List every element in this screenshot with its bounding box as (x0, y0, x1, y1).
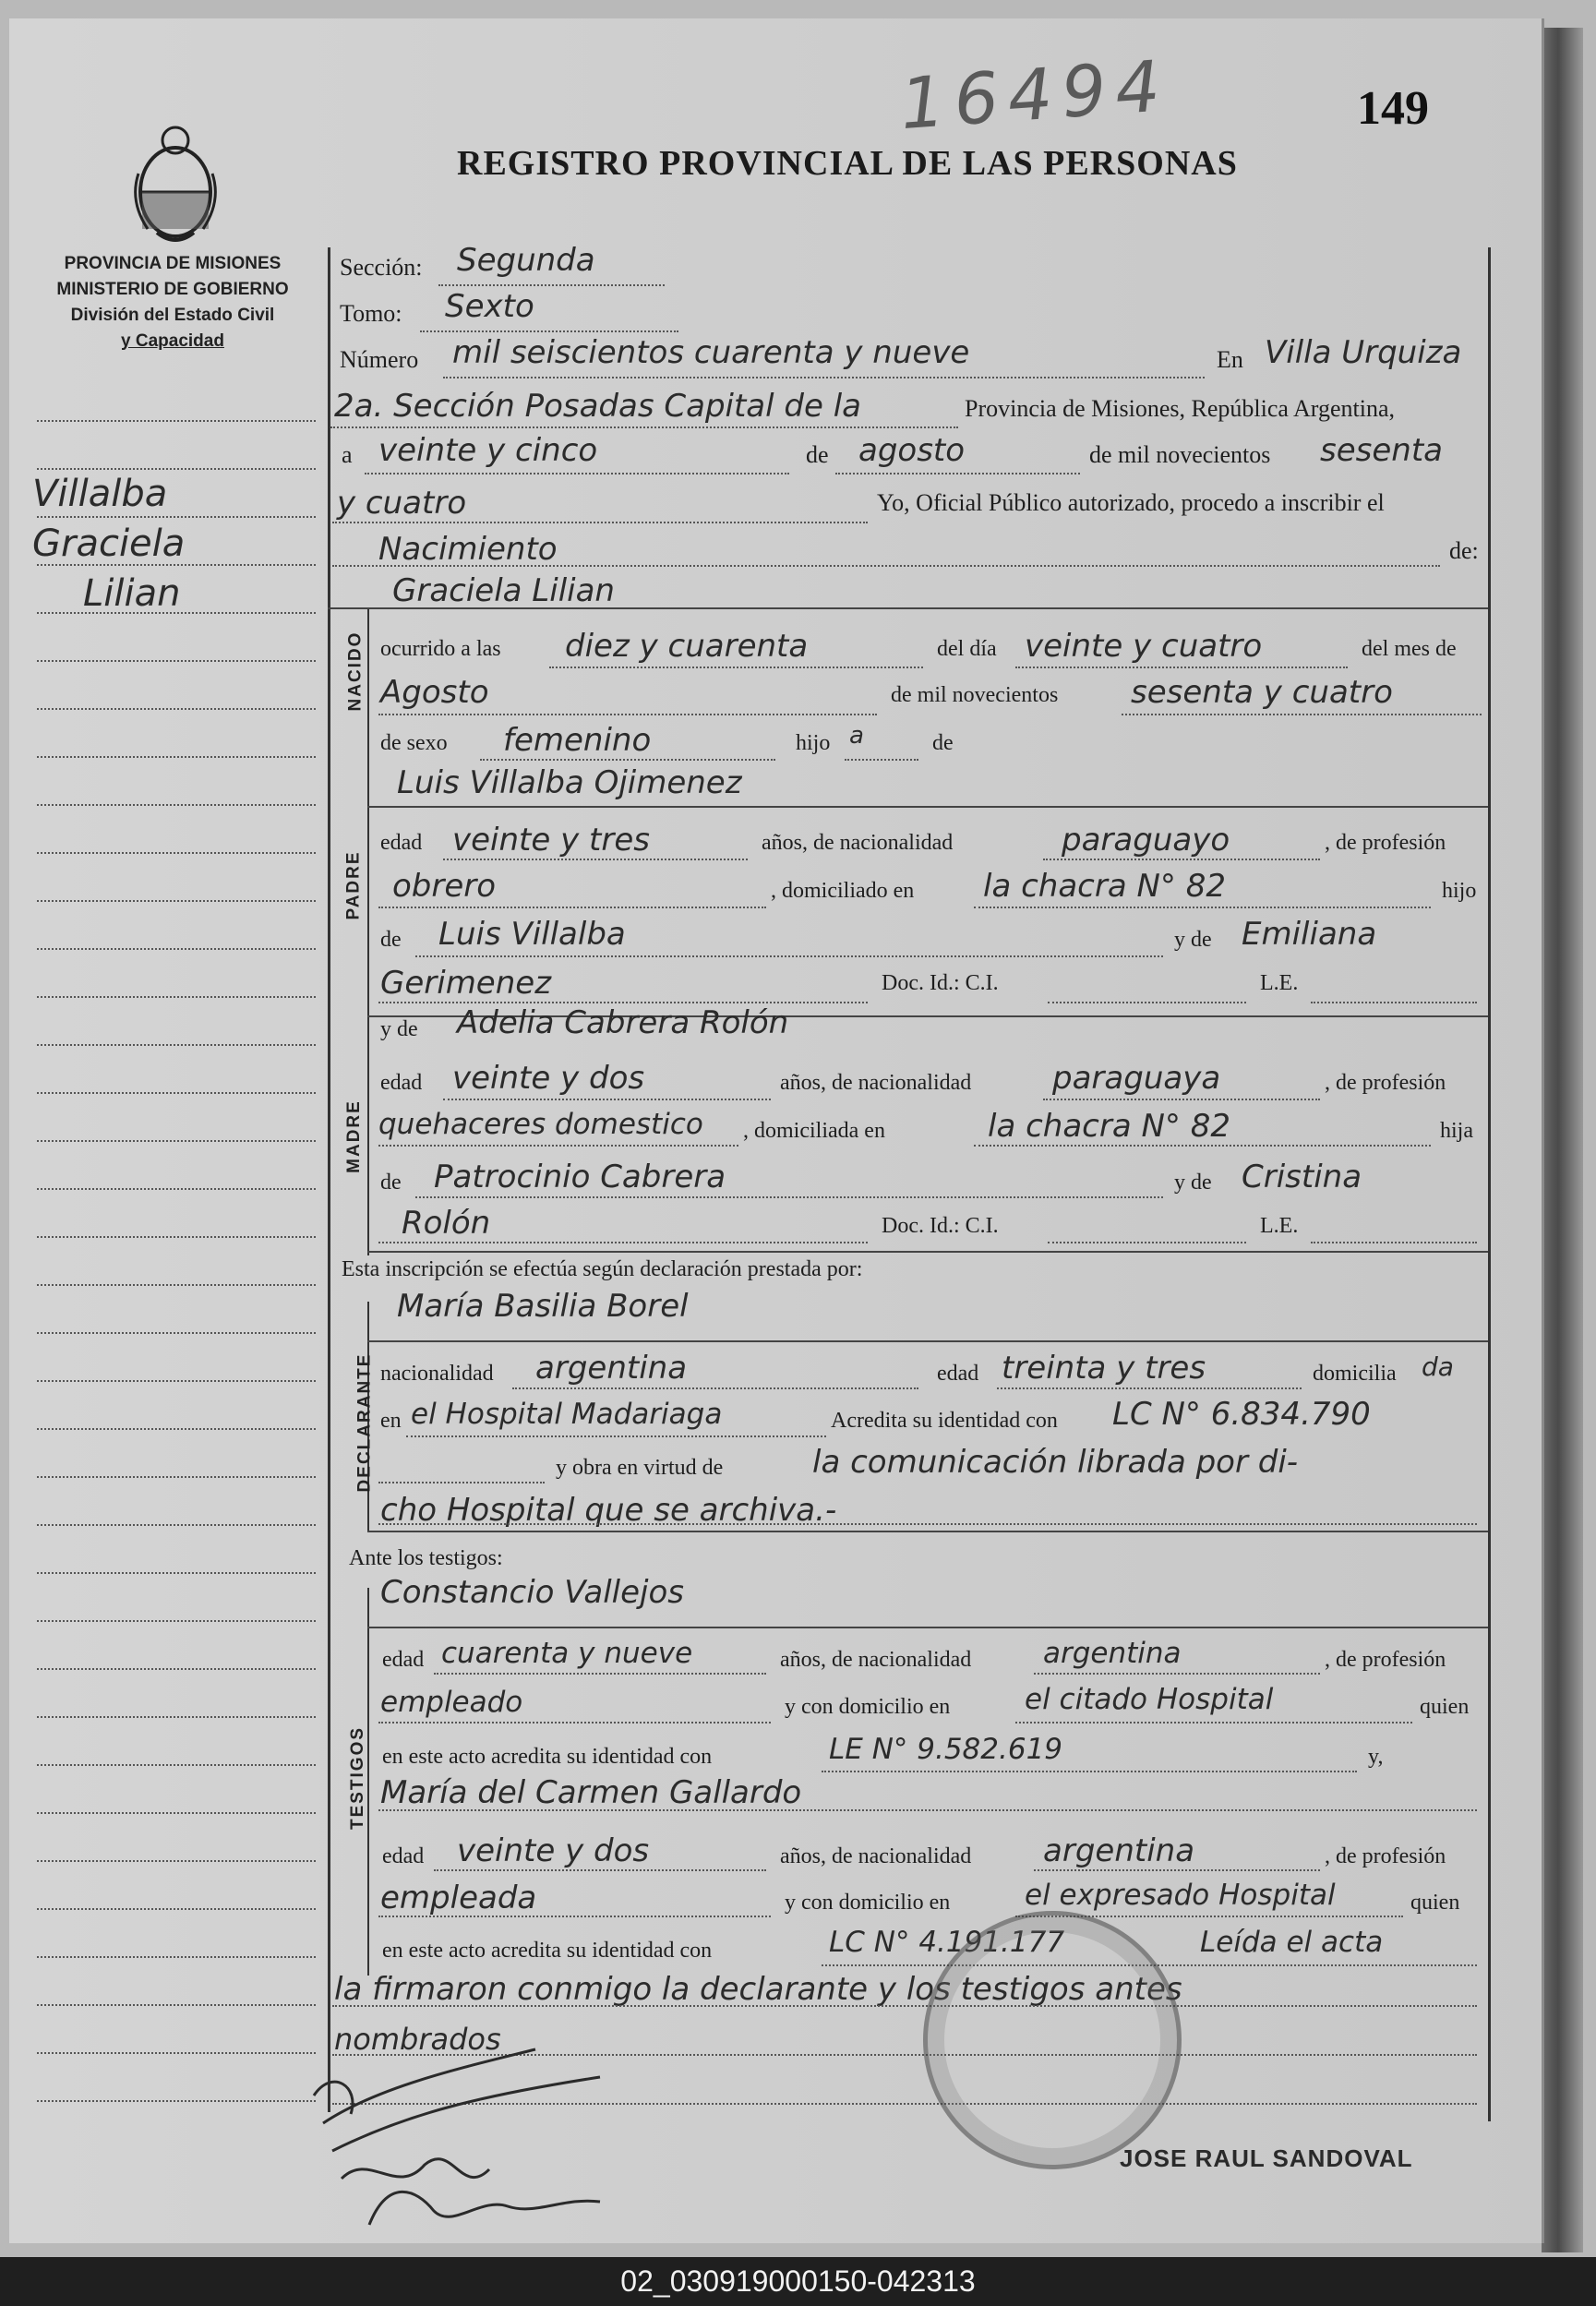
madre-dom-value: la chacra N° 82 (988, 1108, 1230, 1145)
day-value: veinte y cinco (378, 432, 598, 469)
left-rule (37, 1380, 316, 1382)
left-rule (37, 1764, 316, 1766)
left-rule (37, 1428, 316, 1430)
closing-line-1: la firmaron conmigo la declarante y los testigos antes (334, 1971, 1182, 2008)
padre-nac-value: paraguayo (1062, 822, 1230, 859)
margin-name-1: Graciela (32, 522, 186, 565)
rule (378, 1482, 545, 1483)
rule (835, 473, 1080, 474)
tomo-label: Tomo: (340, 300, 402, 327)
del-dia-label: del día (937, 637, 997, 661)
left-rule (37, 1476, 316, 1478)
rule (845, 759, 918, 761)
hijo-suffix: a (849, 722, 864, 750)
declarante-edad-label: edad (937, 1362, 979, 1386)
rule (378, 1145, 738, 1147)
left-rule (37, 996, 316, 998)
rule (438, 284, 665, 286)
left-rule (37, 1140, 316, 1142)
madre-hija-label: hija (1440, 1119, 1473, 1143)
rule (434, 1673, 766, 1675)
testigo-1-nac-value: argentina (1043, 1637, 1182, 1670)
rule (1043, 859, 1320, 860)
rule (420, 330, 678, 332)
en-value: Villa Urquiza (1265, 334, 1462, 371)
left-rule (37, 1860, 316, 1862)
image-id-footer: 02_030919000150-042313 (620, 2264, 976, 2298)
anio-label: de mil novecientos (891, 683, 1059, 707)
padre-father-value: Luis Villalba (438, 916, 626, 953)
testigos-intro: Ante los testigos: (349, 1546, 503, 1570)
declarante-en-value: el Hospital Madariaga (411, 1398, 723, 1431)
page-title: REGISTRO PROVINCIAL DE LAS PERSONAS (457, 144, 1238, 183)
left-rule (37, 852, 316, 854)
a-label: a (342, 441, 353, 468)
rule (365, 473, 789, 474)
rule (549, 667, 923, 668)
nacido-name-value: Graciela Lilian (392, 572, 615, 609)
testigo-2-edad-value: veinte y dos (457, 1832, 650, 1869)
declarante-doc-value: LC N° 6.834.790 (1112, 1396, 1371, 1433)
testigo-2-dom-value: el expresado Hospital (1025, 1879, 1336, 1912)
rule (1048, 1002, 1246, 1003)
declarante-obra-label: y obra en virtud de (556, 1456, 724, 1480)
rule (332, 565, 1440, 567)
testigo-2-dom-label: y con domicilio en (785, 1891, 951, 1915)
ocurrido-label: ocurrido a las (380, 637, 501, 661)
testigo-2-doc-value: LC N° 4.191.177 (829, 1926, 1065, 1959)
coat-of-arms-icon (129, 118, 222, 247)
declarante-domicilia-suffix: da (1422, 1351, 1454, 1382)
rule (443, 1099, 771, 1100)
declarante-obra-value: la comunicación librada por di- (812, 1444, 1299, 1481)
officer-text: Yo, Oficial Público autorizado, procedo a inscribir el (877, 489, 1385, 516)
padre-dom-value: la chacra N° 82 (983, 868, 1226, 905)
left-rule (37, 2004, 316, 2006)
padre-doc-label: Doc. Id.: C.I. (882, 971, 999, 995)
rule (332, 522, 868, 523)
left-rule (37, 468, 316, 470)
madre-name-value: Adelia Cabrera Rolón (457, 1004, 789, 1041)
rule (378, 1809, 1477, 1811)
left-rule (37, 1956, 316, 1958)
divider-padre (367, 806, 1488, 808)
numero-label: Número (340, 346, 419, 373)
madre-father-value: Patrocinio Cabrera (434, 1159, 726, 1195)
left-rule (37, 1092, 316, 1094)
padre-name-value: Luis Villalba Ojimenez (397, 764, 742, 801)
left-rule (37, 1524, 316, 1526)
left-rule (37, 1572, 316, 1574)
madre-y-de2-label: y de (1174, 1171, 1212, 1195)
padre-y-de-label: y de (1174, 928, 1212, 952)
left-rule (37, 1668, 316, 1670)
testigo-1-prof-value: empleado (380, 1686, 523, 1719)
left-rule (37, 1908, 316, 1910)
testigo-1-y-label: y, (1368, 1745, 1384, 1769)
division-label: División del Estado Civil (70, 306, 275, 325)
rule (1034, 1673, 1320, 1675)
dia-value: veinte y cuatro (1025, 628, 1263, 665)
rule (378, 1916, 771, 1917)
madre-prof-value: quehaceres domestico (378, 1108, 703, 1141)
capacity-label: y Capacidad (121, 331, 224, 351)
registry-number-handwritten: 16494 (897, 43, 1172, 146)
divider-madre-end (367, 1251, 1488, 1253)
testigo-2-nac-label: años, de nacionalidad (780, 1844, 972, 1868)
madre-prof-label: , de profesión (1325, 1071, 1446, 1095)
testigo-2-edad-label: edad (382, 1844, 425, 1868)
madre-nac-value: paraguaya (1052, 1060, 1221, 1097)
declarante-intro: Esta inscripción se efectúa según declaración prestada por: (342, 1257, 863, 1281)
testigo-2-tail: Leída el acta (1200, 1926, 1384, 1959)
padre-prof-label: , de profesión (1325, 831, 1446, 855)
del-mes-label: del mes de (1362, 637, 1457, 661)
rule (1034, 1869, 1320, 1871)
rule (406, 1435, 826, 1437)
rule (512, 1387, 918, 1389)
folio-number: 149 (1357, 82, 1429, 135)
testigo-2-quien-label: quien (1410, 1891, 1460, 1915)
testigo-1-doc-value: LE N° 9.582.619 (829, 1733, 1063, 1766)
rule (378, 1523, 1477, 1525)
rule (1015, 1722, 1412, 1723)
left-rule (37, 1284, 316, 1286)
declarante-domicilia-label: domicilia (1313, 1362, 1397, 1386)
declarante-edad-value: treinta y tres (1002, 1350, 1206, 1387)
padre-edad-label: edad (380, 831, 423, 855)
testigo-1-edad-value: cuarenta y nueve (441, 1637, 693, 1670)
left-rule (37, 564, 316, 566)
padre-prof-value: obrero (392, 868, 497, 905)
divider-declarante-end (367, 1531, 1488, 1532)
rule (378, 1242, 868, 1243)
divider-testigos (367, 1627, 1488, 1628)
mes-value: Agosto (380, 674, 489, 711)
left-rule (37, 660, 316, 662)
margin-name-2: Lilian (83, 572, 181, 615)
left-rule (37, 1188, 316, 1190)
rule (378, 1002, 868, 1003)
left-rule (37, 1332, 316, 1334)
rule (332, 2005, 1477, 2007)
divider-declarante (367, 1340, 1488, 1342)
left-rule (37, 708, 316, 710)
year-value-1: sesenta (1320, 432, 1443, 469)
left-rule (37, 804, 316, 806)
main-right-border (1488, 247, 1491, 2121)
rule (1122, 714, 1482, 715)
padre-mother-value-1: Emiliana (1242, 916, 1377, 953)
label-padre: PADRE (343, 850, 364, 920)
testigo-1-acredita-label: en este acto acredita su identidad con (382, 1745, 713, 1769)
testigo-1-prof-label: , de profesión (1325, 1648, 1446, 1672)
testigo-1-quien-label: quien (1420, 1695, 1470, 1719)
declarante-acredita-label: Acredita su identidad con (831, 1409, 1058, 1433)
sexo-value: femenino (503, 722, 652, 759)
padre-de-label: de (380, 928, 402, 952)
madre-doc-label: Doc. Id.: C.I. (882, 1214, 999, 1238)
province-text: Provincia de Misiones, República Argentina, (965, 395, 1395, 422)
book-edge (1542, 28, 1583, 2252)
year-text: de mil novecientos (1089, 441, 1271, 468)
rule (480, 759, 775, 761)
year-value-2: y cuatro (337, 485, 467, 522)
rule (974, 1145, 1431, 1147)
seccion-label: Sección: (340, 254, 423, 281)
madre-dom-label: , domiciliada en (743, 1119, 885, 1143)
testigo-2-prof-label: , de profesión (1325, 1844, 1446, 1868)
nacido-de-label: de (932, 731, 954, 755)
testigo-1-dom-label: y con domicilio en (785, 1695, 951, 1719)
padre-edad-value: veinte y tres (452, 822, 650, 859)
rule (378, 907, 766, 908)
rule (1043, 1099, 1320, 1100)
stamp-name: JOSE RAUL SANDOVAL (1120, 2144, 1413, 2172)
rule (443, 859, 748, 860)
rule (1048, 1242, 1246, 1243)
testigo-2-prof-value: empleada (380, 1880, 537, 1916)
testigo-1-edad-label: edad (382, 1648, 425, 1672)
padre-nac-label: años, de nacionalidad (762, 831, 954, 855)
left-rule (37, 900, 316, 902)
label-declarante: DECLARANTE (354, 1352, 375, 1493)
numero-value: mil seiscientos cuarenta y nueve (452, 334, 970, 371)
label-testigos: TESTIGOS (348, 1725, 368, 1831)
testigo-2-acredita-label: en este acto acredita su identidad con (382, 1939, 713, 1963)
madre-edad-label: edad (380, 1071, 423, 1095)
testigo-1-name: Constancio Vallejos (380, 1574, 684, 1611)
madre-mother-value-2: Rolón (402, 1205, 491, 1242)
madre-y-de-label: y de (380, 1017, 418, 1041)
rule (434, 1869, 766, 1871)
left-rule (37, 756, 316, 758)
rule (378, 1722, 771, 1723)
closing-line-2: nombrados (334, 2022, 501, 2057)
padre-hijo-label: hijo (1442, 879, 1477, 903)
signatures-image (295, 2012, 646, 2234)
left-rule (37, 2100, 316, 2102)
left-rule (37, 2052, 316, 2054)
padre-dom-label: , domiciliado en (771, 879, 915, 903)
testigo-1-dom-value: el citado Hospital (1025, 1683, 1274, 1716)
section-inner-border (367, 609, 369, 1255)
madre-edad-value: veinte y dos (452, 1060, 645, 1097)
left-rule (37, 1716, 316, 1718)
declarante-obra-value-2: cho Hospital que se archiva.- (380, 1492, 837, 1529)
madre-nac-label: años, de nacionalidad (780, 1071, 972, 1095)
rule (1015, 667, 1348, 668)
ministry-label: MINISTERIO DE GOBIERNO (56, 280, 289, 299)
padre-le-label: L.E. (1260, 971, 1299, 995)
de-colon: de: (1449, 537, 1479, 564)
act-type-value: Nacimiento (378, 531, 558, 568)
rule (1311, 1242, 1477, 1243)
rule (330, 426, 958, 428)
rule (415, 1196, 1163, 1198)
main-left-border (328, 247, 330, 2112)
rule (822, 1771, 1357, 1772)
margin-surname: Villalba (32, 473, 168, 515)
left-rule (37, 1620, 316, 1622)
left-rule (37, 1236, 316, 1238)
rule (415, 955, 1163, 957)
label-nacido: NACIDO (345, 631, 366, 712)
rule (378, 714, 877, 715)
madre-le-label: L.E. (1260, 1214, 1299, 1238)
label-madre: MADRE (343, 1099, 364, 1173)
left-rule (37, 420, 316, 422)
madre-mother-value-1: Cristina (1242, 1159, 1362, 1195)
month-value: agosto (858, 432, 966, 469)
seccion-value: Segunda (457, 242, 595, 279)
declarante-en-label: en (380, 1409, 402, 1433)
declarante-name-value: María Basilia Borel (397, 1288, 689, 1325)
left-header (20, 251, 325, 354)
left-rule (37, 948, 316, 950)
left-rule (37, 612, 316, 614)
testigo-2-nac-value: argentina (1043, 1832, 1195, 1869)
left-rule (37, 1812, 316, 1814)
hora-value: diez y cuarenta (565, 628, 809, 665)
sexo-label: de sexo (380, 731, 448, 755)
padre-mother-value-2: Gerimenez (380, 965, 552, 1002)
madre-de-label: de (380, 1171, 402, 1195)
testigo-1-nac-label: años, de nacionalidad (780, 1648, 972, 1672)
declarante-nac-value: argentina (535, 1350, 688, 1387)
de-label: de (806, 441, 829, 468)
rule (974, 907, 1431, 908)
rule (1311, 1002, 1477, 1003)
tomo-value: Sexto (445, 288, 534, 325)
anio-value: sesenta y cuatro (1131, 674, 1393, 711)
place-value: 2a. Sección Posadas Capital de la (334, 388, 861, 425)
left-rule (37, 516, 316, 518)
en-label: En (1217, 346, 1243, 373)
rule (997, 1387, 1302, 1389)
rule (443, 377, 1205, 378)
left-rule (37, 1044, 316, 1046)
testigo-2-name: María del Carmen Gallardo (380, 1774, 802, 1811)
official-stamp (923, 1911, 1182, 2169)
declarante-nac-label: nacionalidad (380, 1362, 494, 1386)
hijo-label: hijo (796, 731, 831, 755)
province-label: PROVINCIA DE MISIONES (64, 254, 282, 273)
